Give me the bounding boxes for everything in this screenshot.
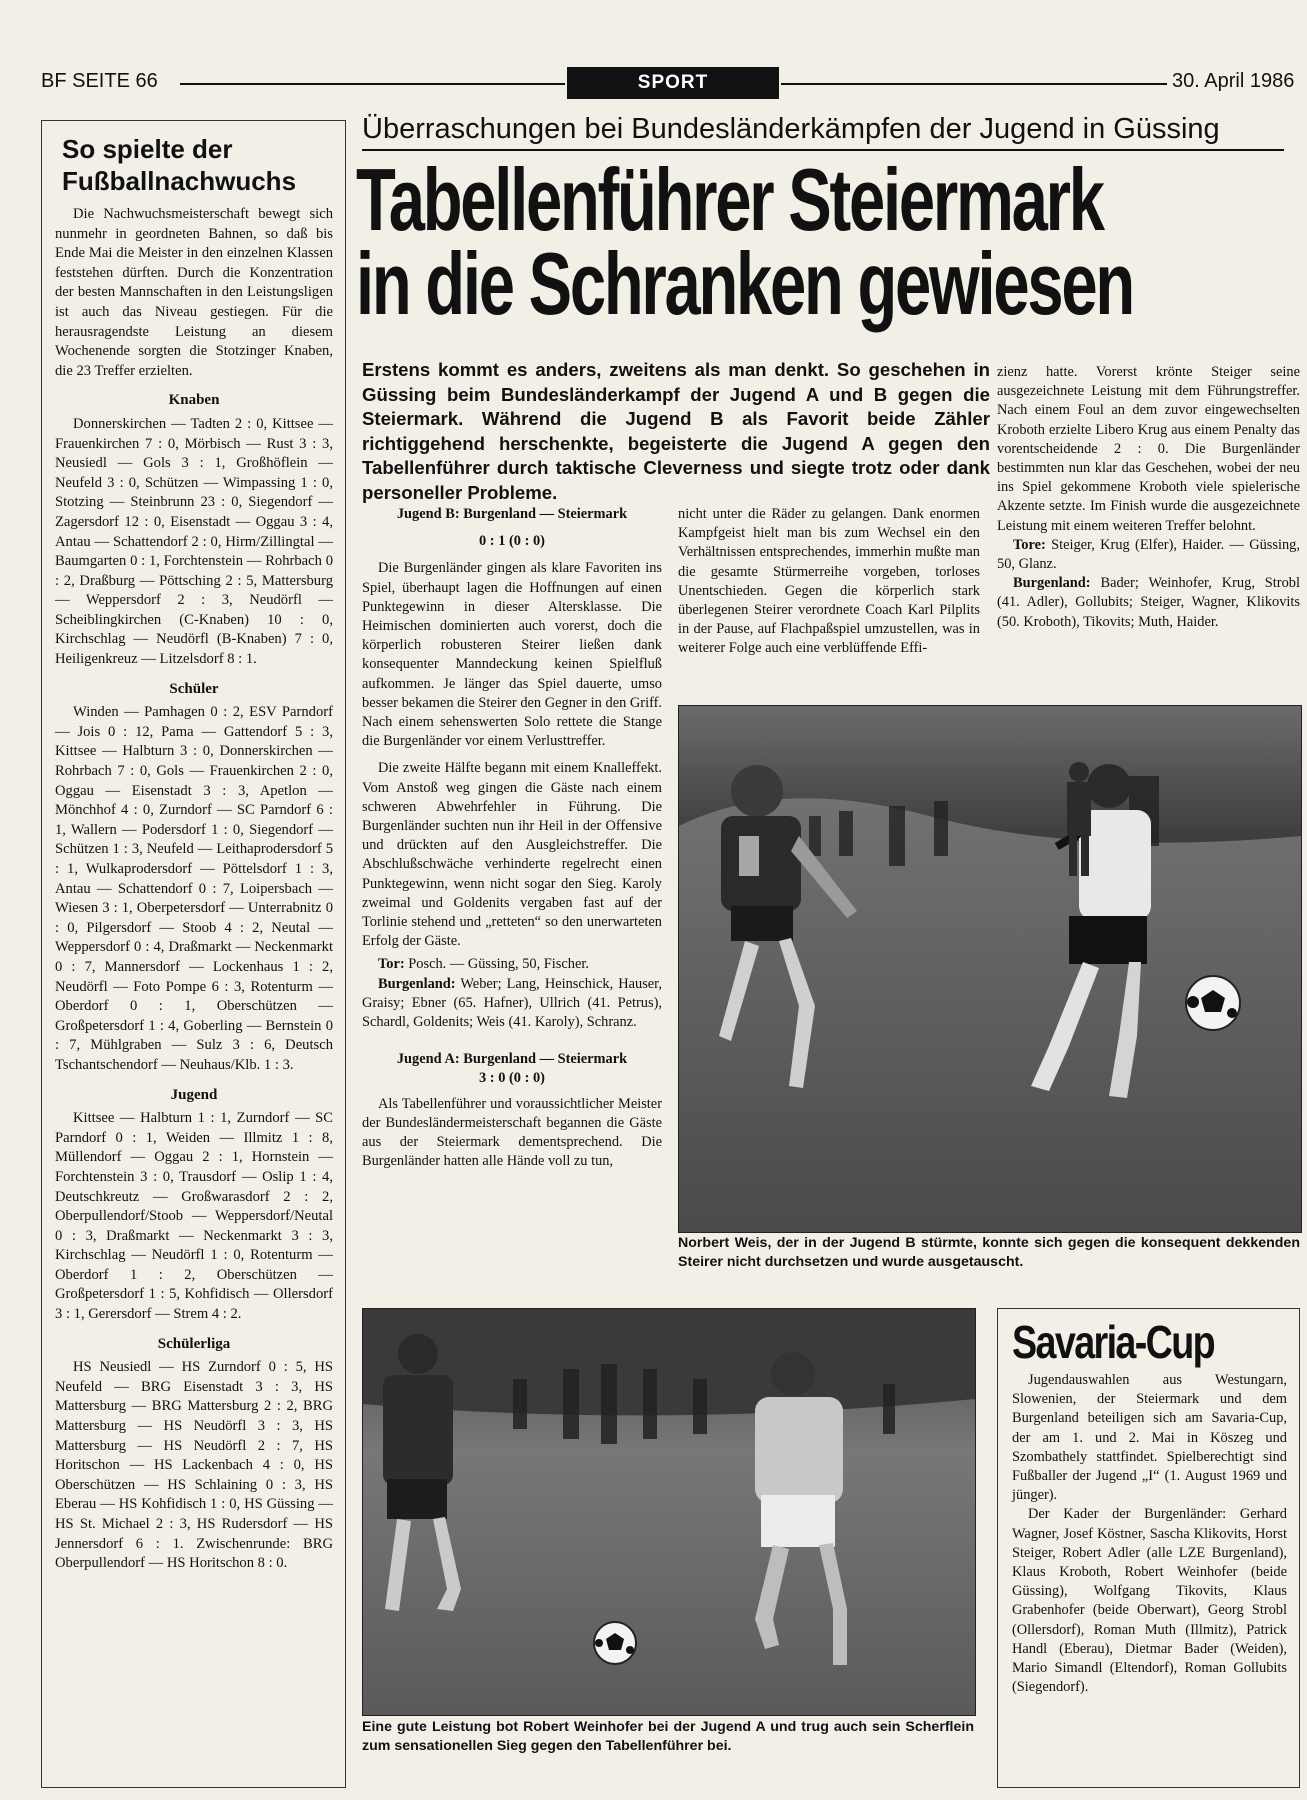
- section-heading-jugend: Jugend: [170, 1086, 218, 1103]
- issue-date: 30. April 1986: [1172, 70, 1295, 92]
- savaria-title: Savaria-Cup: [1012, 1316, 1215, 1368]
- jugend-b-lineup: [362, 975, 662, 1033]
- sidebar-title-line2: Fußballnachwuchs: [62, 166, 297, 196]
- jugend-a-goals: [997, 536, 1300, 574]
- top-photo-caption: Norbert Weis, der in der Jugend B stürmte, konnte sich gegen die konsequent dekkenden Steirer nicht durchsetzen und wurde ausgetauscht.: [678, 1235, 1300, 1270]
- results-jugend: Kittsee — Halbturn 1 : 1, Zurndorf — SC Parndorf 0 : 1, Weiden — Illmitz 1 : 8, Müllendorf — Oggau 2 : 1, Hornstein — Forchtenstein 3 : 0, Trausdorf — Oslip 1 : 4, Deutschkreutz — Großwarasdorf 2 : 2, Oberpullendorf/Stoob — Weppersdorf/Neutal 0 : 3, Draßmarkt — Neckenmarkt 3 : 3, Kirchschlag — Neudörfl 1 : 0, Rotenturm — Oberdorf 1 : 2, Oberschützen — Großpetersdorf 1 : 5, Kohfidisch — Ollersdorf 3 : 1, Gerersdorf — Strem 4 : 2.: [55, 1110, 333, 1323]
- header-rule-right: [781, 83, 1167, 85]
- results-schuelerliga: HS Neusiedl — HS Zurndorf 0 : 5, HS Neufeld — BRG Eisenstadt 3 : 3, HS Mattersburg — BRG Mattersburg 2 : 2, BRG Mattersburg — HS Neudörfl 3 : 3, HS Mattersburg — HS Neudörfl 2 : 7, HS Horitschon — HS Lackenbach 4 : 0, HS Oberschützen — HS Schlaining 0 : 3, HS Eberau — HS Kohfidisch 1 : 0, HS Güssing — HS St. Michael 2 : 3, HS Rudersdorf — HS Jennersdorf 6 : 1. Zwischenrunde: BRG Oberpullendorf — HS Horitschon 8 : 0.: [55, 1359, 333, 1572]
- photo-robert-weinhofer: [362, 1308, 976, 1716]
- section-heading-schuelerliga: Schülerliga: [157, 1335, 231, 1352]
- goals-label: Tore:: [1013, 536, 1046, 553]
- article-kicker: Überraschungen bei Bundesländerkämpfen der Jugend in Güssing: [362, 112, 1284, 151]
- jugend-a-heading: Jugend A: Burgenland — Steiermark: [396, 1051, 628, 1068]
- savaria-cup-box: [997, 1308, 1300, 1788]
- article-column-2: [362, 505, 662, 1172]
- photo-norbert-weis: [678, 705, 1302, 1233]
- article-lead: Erstens kommt es anders, zweitens als man denkt. So geschehen in Güssing beim Bundesländerkampf der Jugend A und B gegen die Steiermark. Während die Jugend B als Favorit beide Zähler richtiggehend herschenkte, begeisterte die Jugend A gegen den Tabellenführer durch taktische Cleverness und siegte trotz oder dank personeller Probleme.: [362, 359, 990, 503]
- results-schueler: Winden — Pamhagen 0 : 2, ESV Parndorf — Jois 0 : 12, Pama — Gattendorf 5 : 3, Kittsee — Halbturn 3 : 0, Donnerskirchen — Rohrbach 7 : 0, Gols — Frauenkirchen 2 : 0, Oggau — Eisenstadt 3 : 3, Apetlon — Mönchhof 4 : 0, Zurndorf — SC Parndorf 6 : 1, Wallern — Podersdorf 1 : 0, Siegendorf — Schützen 1 : 3, Neufeld — Leithaprodersdorf 5 : 1, Wulkaprodersdorf — Pöttelsdorf 1 : 3, Antau — Schattendorf 0 : 7, Loipersbach — Wiesen 3 : 1, Oberpetersdorf — Unterrabnitz 0 : 0, Pilgersdorf — Stoob 4 : 2, Neutal — Weppersdorf 0 : 4, Draßmarkt — Neckenmarkt 0 : 7, Mannersdorf — Lockenhaus 1 : 2, Neudörfl — Foto Pompe 6 : 3, Rotenturm — Oberdorf 0 : 1, Oberschützen — Großpetersdorf 1 : 4, Goberling — Bernstein 0 : 7, Mühlgraben — Sulz 3 : 6, Deutsch Tschantschendorf — Neuhaus/Klb. 1 : 3.: [55, 704, 333, 1073]
- page-label: BF SEITE 66: [41, 70, 158, 92]
- results-sidebar: [41, 120, 346, 1788]
- savaria-paragraph-1: Jugendauswahlen aus Westungarn, Slowenien, der Steiermark und dem Burgenland beteiligen sich am Savaria-Cup, der am 1. und 2. Mai in Köszeg und Szombathely stattfindet. Spielberechtigt sind Fußballer der Jugend „I“ (1. August 1969 und jünger).: [1012, 1372, 1287, 1504]
- lineup-label: Burgenland:: [378, 975, 456, 992]
- jugend-a-paragraph-1: Als Tabellenführer und voraussichtlicher Meister der Bundesländermeisterschaft begannen die Gäste aus der Steiermark dementsprechend. Die Burgenländer hatten alle Hände voll zu tun,: [362, 1095, 662, 1170]
- section-heading-knaben: Knaben: [168, 392, 220, 409]
- sidebar-title-line1: So spielte der: [62, 134, 233, 164]
- goals-text: Posch. — Güssing, 50, Fischer.: [408, 956, 589, 973]
- section-heading-schueler: Schüler: [169, 680, 219, 697]
- jugend-b-heading: Jugend B: Burgenland — Steiermark: [396, 506, 628, 522]
- jugend-b-goals: [362, 955, 662, 974]
- sidebar-title: [62, 133, 345, 197]
- lineup-text: Bader; Weinhofer, Krug, Strobl (41. Adler), Gollubits; Steiger, Wagner, Klikovits (50. Kroboth), Tikovits; Muth, Haider.: [997, 575, 1300, 630]
- article-headline: [356, 150, 1307, 333]
- goals-label: Tor:: [378, 956, 405, 973]
- sidebar-intro: Die Nachwuchsmeisterschaft bewegt sich nunmehr in geordneten Bahnen, so daß bis Ende Mai die Meister in den einzelnen Klassen feststehen dürften. Durch die Konzentration der besten Mannschaften in den Leistungsligen ist auch das Niveau gestiegen. Für die herausragendste Leistung an diesem Wochenende sorgten die Stotzinger Knaben, die 23 Treffer erzielten.: [55, 206, 333, 379]
- section-label: SPORT: [567, 67, 779, 99]
- results-knaben: Donnerskirchen — Tadten 2 : 0, Kittsee — Frauenkirchen 7 : 0, Mörbisch — Rust 3 : 3, Neusiedl — Gols 3 : 1, Großhöflein — Neufeld 3 : 0, Schützen — Wimpassing 1 : 0, Stotzing — Steinbrunn 23 : 0, Siegendorf — Zagersdorf 12 : 0, Eisenstadt — Oggau 3 : 4, Antau — Schattendorf 2 : 0, Hirm/Zillingtal — Baumgarten 0 : 1, Forchtenstein — Rohrbach 0 : 2, Draßburg — Pöttsching 2 : 5, Mattersburg — Weppersdorf 2 : 3, Neudörfl — Scheiblingkirchen (C-Knaben) 10 : 0, Kirchschlag — Neudörfl (B-Knaben) 7 : 0, Heiligenkreuz — Litzelsdorf 8 : 1.: [55, 415, 333, 668]
- bottom-photo-caption: Eine gute Leistung bot Robert Weinhofer bei der Jugend A und trug auch sein Scherflein zum sensationellen Sieg gegen den Tabellenführer bei.: [362, 1719, 974, 1754]
- jugend-b-score: 0 : 1 (0 : 0): [479, 533, 545, 550]
- article-column-4: [997, 363, 1300, 632]
- jugend-a-lineup: [997, 574, 1300, 632]
- headline-line1: Tabellenführer Steiermark: [356, 150, 1103, 249]
- jugend-a-paragraph-2: nicht unter die Räder zu gelangen. Dank enormen Kampfgeist hielt man bis zum Wechsel ein den Verhältnissen entsprechendes, immerhin mußte man die gesamte Stürmerreihe vorgeben, torloses Unentschieden. Gegen die körperlich stark überlegenen Steirer verordnete Coach Karl Pilplits in der Pause, auf Flachpaßspiel umzustellen, was in weiterer Folge auch eine verblüffende Effi-: [678, 506, 980, 657]
- jugend-b-paragraph-1: Die Burgenländer gingen als klare Favoriten ins Spiel, überhaupt lagen die Hoffnungen auf einen Punktegewinn in dieser Altersklasse. Die Heimischen dominierten auch vorerst, doch die körperlich robusteren Steirer ließen dank konsequenter Manndeckung keinen Spielfluß aufkommen. Je länger das Spiel dauerte, umso besser bekamen die Steirer den Gegner in den Griff. Nach einem sehenswerten Solo rettete die Stange die Burgenländer vor einem Verlusttreffer.: [362, 560, 662, 750]
- goals-text: Steiger, Krug (Elfer), Haider. — Güssing, 50, Glanz.: [997, 536, 1300, 573]
- lineup-text: Weber; Lang, Heinschick, Hauser, Graisy; Ebner (65. Hafner), Ullrich (41. Petrus), Schardl, Goldenits; Weis (41. Karoly), Schranz.: [362, 975, 662, 1031]
- article-column-3: [678, 505, 980, 659]
- soccer-photo-image: [679, 706, 1301, 1232]
- jugend-b-paragraph-2: Die zweite Hälfte begann mit einem Knalleffekt. Vom Anstoß weg gingen die Gäste nach einem schweren Abwehrfehler in Führung. Die Burgenländer suchten nun ihr Heil in der Offensive und drückten auf den Ausgleichstreffer. Die Abschlußschwäche verhinderte regelrecht einen Punktegewinn, wenn nicht sogar den Sieg. Karoly zweimal und Goldenits vergaben fast auf der Torlinie stehend und „retteten“ so den unerwarteten Erfolg der Gäste.: [362, 760, 662, 950]
- lineup-label: Burgenland:: [1013, 575, 1091, 592]
- headline-line2: in die Schranken gewiesen: [356, 234, 1133, 333]
- soccer-photo-image: [363, 1309, 975, 1715]
- jugend-a-score: 3 : 0 (0 : 0): [479, 1070, 545, 1087]
- savaria-paragraph-2: Der Kader der Burgenländer: Gerhard Wagner, Josef Köstner, Sascha Klikovits, Horst Steiger, Robert Adler (alle LZE Burgenland), Klaus Kroboth, Robert Weinhofer (beide Güssing), Wolfgang Tikovits, Klaus Grabenhofer (beide Oberwart), Georg Strobl (Ollersdorf), Roman Muth (Illmitz), Patrick Handl (Eberau), Dietmar Bader (Weiden), Mario Simandl (Eltendorf), Roman Gollubits (Siegendorf).: [1012, 1506, 1287, 1696]
- header-rule-left: [180, 83, 565, 85]
- jugend-a-paragraph-3: zienz hatte. Vorerst krönte Steiger seine ausgezeichnete Leistung mit dem Führungstreffer. Nach einem Foul an dem zuvor eingewechselten Kroboth erzielte Libero Krug aus einem Penalty das vorentscheidende 2 : 0. Die Burgenländer bestimmten nun klar das Geschehen, wobei der neu ins Spiel gekommene Kroboth viele spielerische Akzente setzte. Im Finish wurde die ausgezeichnete Leistung mit einem weiteren Treffer belohnt.: [997, 364, 1300, 534]
